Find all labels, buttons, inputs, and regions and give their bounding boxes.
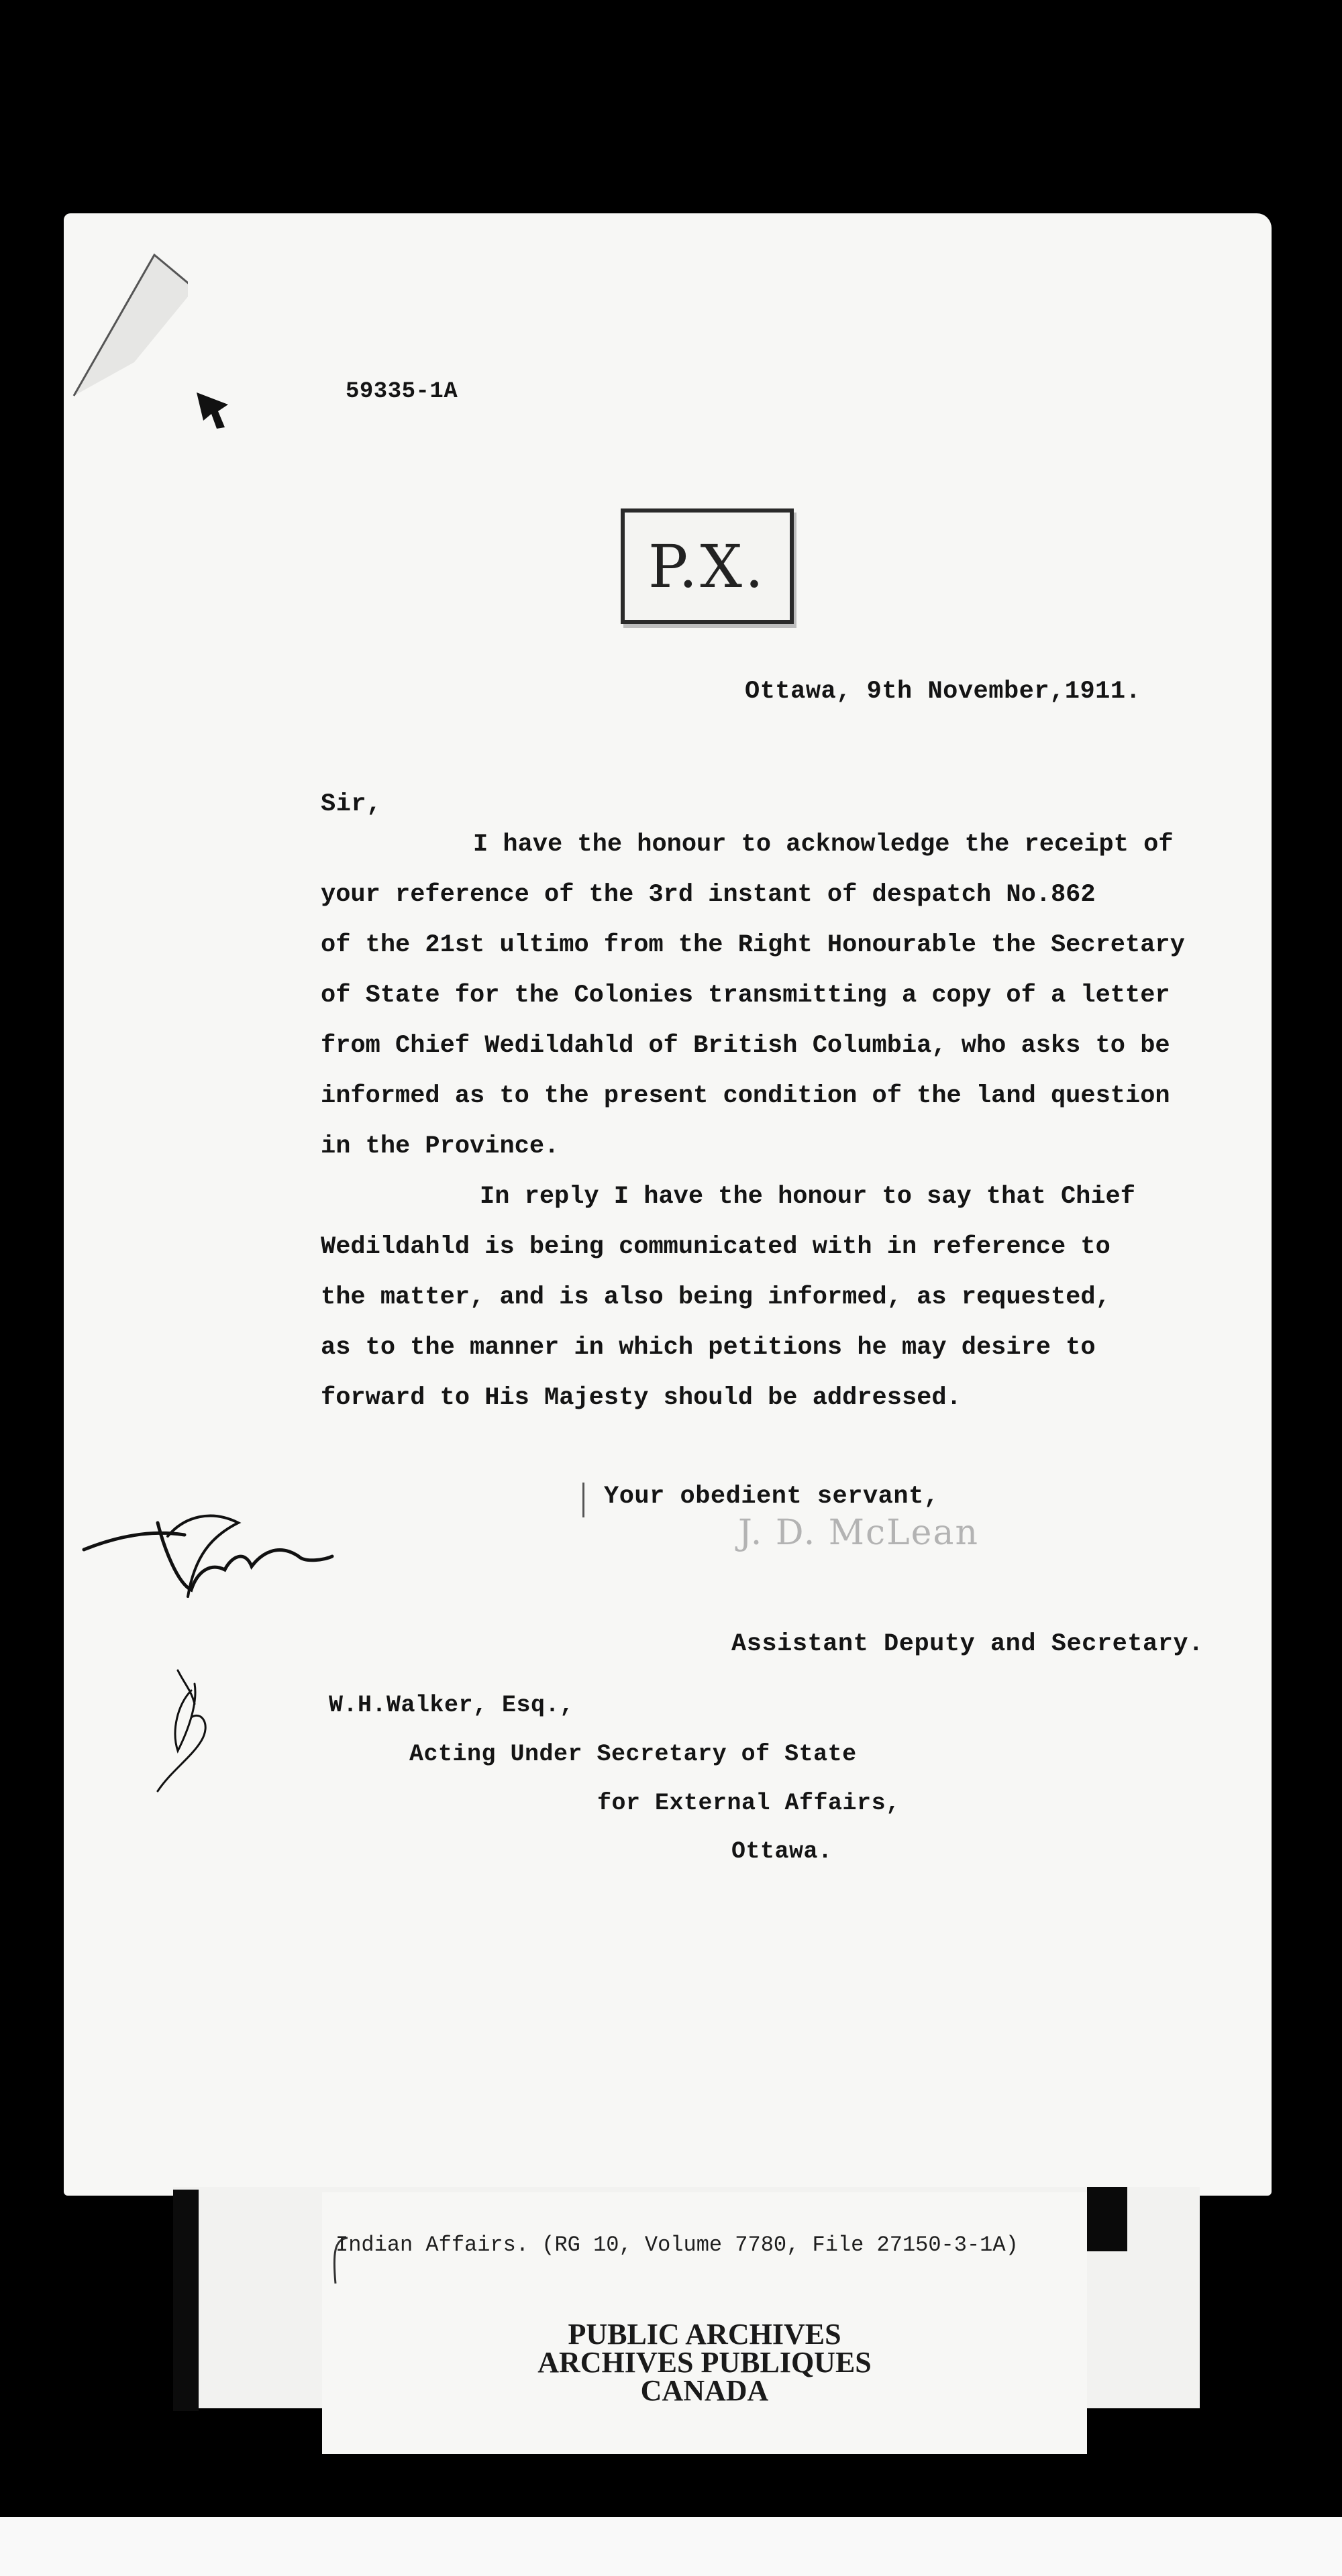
addressee-line: for External Affairs, <box>597 1790 900 1817</box>
archives-line: CANADA <box>640 2374 769 2407</box>
addressee-line: Acting Under Secretary of State <box>409 1741 857 1768</box>
bottom-margin <box>0 2517 1342 2576</box>
body-line: forward to His Majesty should be addressed. <box>321 1384 962 1412</box>
handwritten-initials <box>77 1489 346 1805</box>
arrow-mark-icon <box>191 386 238 433</box>
stamp-text: P.X. <box>648 531 766 601</box>
body-line: from Chief Wedildahld of British Columbia, who asks to be <box>321 1032 1170 1060</box>
archives-line: ARCHIVES PUBLIQUES <box>537 2346 872 2379</box>
body-line: as to the manner in which petitions he may desire to <box>321 1334 1096 1362</box>
body-line: of State for the Colonies transmitting a copy of a letter <box>321 981 1170 1010</box>
body-line: your reference of the 3rd instant of despatch No.862 <box>321 881 1096 909</box>
archives-line: PUBLIC ARCHIVES <box>568 2318 841 2351</box>
addressee-line: W.H.Walker, Esq., <box>329 1692 574 1719</box>
px-stamp <box>621 508 794 624</box>
body-line: of the 21st ultimo from the Right Honourable the Secretary <box>321 931 1185 959</box>
file-number: 59335-1A <box>346 379 458 405</box>
body-line: the matter, and is also being informed, as requested, <box>321 1283 1111 1311</box>
body-line: informed as to the present condition of the land question <box>321 1082 1170 1110</box>
signer-title: Assistant Deputy and Secretary. <box>731 1630 1204 1658</box>
signature-stamp: J. D. McLean <box>738 1513 979 1553</box>
body-line: I have the honour to acknowledge the receipt of <box>473 830 1174 859</box>
footer-shadow <box>173 2190 199 2411</box>
archive-reference: Indian Affairs. (RG 10, Volume 7780, File 27150-3-1A) <box>336 2233 1019 2257</box>
addressee-line: Ottawa. <box>731 1838 833 1865</box>
margin-tick <box>582 1483 584 1517</box>
footer-shadow <box>1087 2187 1127 2251</box>
salutation: Sir, <box>321 790 382 818</box>
folded-corner <box>54 228 188 402</box>
date-line: Ottawa, 9th November,1911. <box>745 678 1141 706</box>
closing: Your obedient servant, <box>604 1483 939 1511</box>
body-line: Wedildahld is being communicated with in reference to <box>321 1233 1111 1261</box>
body-line: in the Province. <box>321 1132 560 1161</box>
body-line: In reply I have the honour to say that Chief <box>480 1183 1135 1211</box>
